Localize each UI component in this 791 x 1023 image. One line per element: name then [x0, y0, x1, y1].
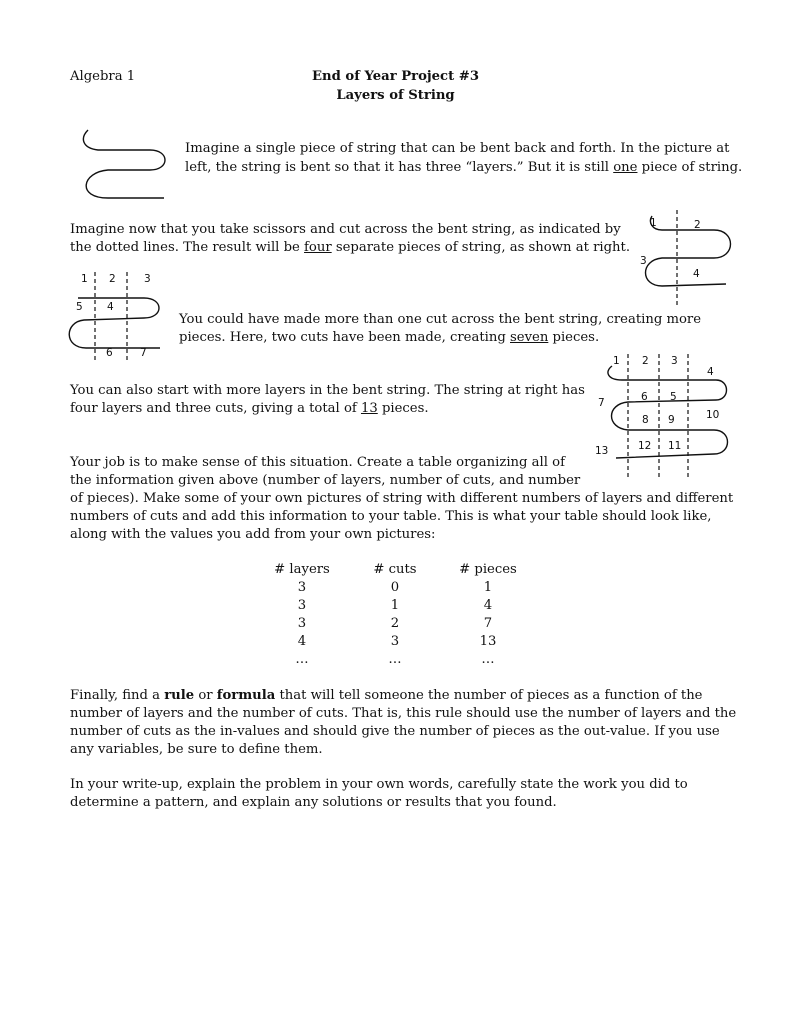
header-layers: # layers	[274, 562, 330, 577]
intro-line-1: Imagine a single piece of string that can be bent back and forth. In the picture at	[185, 141, 730, 156]
fig2-label-1: 1	[650, 217, 657, 229]
table-row	[262, 651, 528, 669]
para4-line-1: You can also start with more layers in the bent string. The string at right has	[70, 383, 585, 398]
fig3-label-5: 5	[76, 301, 83, 313]
fig4-label-10: 10	[706, 409, 720, 421]
para6-line-2: number of layers and the number of cuts. That is, this rule should use the number of layers and the	[70, 706, 737, 721]
fig4-label-9: 9	[668, 414, 675, 426]
course-name: Algebra 1	[70, 69, 136, 84]
para5-line-5: along with the values you add from your own pictures:	[70, 527, 436, 542]
fig4-label-11: 11	[668, 440, 682, 452]
fig2-label-4: 4	[693, 268, 700, 280]
para4-line-2: four layers and three cuts, giving a total of 13 pieces.	[70, 401, 429, 416]
fig4-label-8: 8	[642, 414, 649, 426]
para6-line-3: number of cuts as the in-values and should give the number of pieces as the out-value. If you use	[70, 724, 720, 739]
cell-cuts: 0	[390, 580, 400, 595]
cell-cuts: …	[388, 652, 402, 667]
layers-cuts-table	[262, 561, 528, 669]
fig4-label-3: 3	[671, 355, 678, 367]
para7-line-1: In your write-up, explain the problem in your own words, carefully state the work you did to	[70, 777, 688, 792]
cell-cuts: 1	[390, 598, 400, 613]
fig3-label-1: 1	[81, 273, 88, 285]
fig4-label-13: 13	[595, 445, 609, 457]
fig4-label-2: 2	[642, 355, 649, 367]
para7-line-2: determine a pattern, and explain any solutions or results that you found.	[70, 795, 557, 810]
fig3-label-7: 7	[140, 347, 147, 359]
cell-layers: 4	[297, 634, 307, 649]
para3-line-1: You could have made more than one cut across the bent string, creating more	[179, 312, 702, 327]
fig3-label-4: 4	[107, 301, 114, 313]
figure-one-cut	[632, 208, 742, 308]
cell-layers: 3	[297, 616, 307, 631]
cell-cuts: 3	[390, 634, 400, 649]
page-subtitle: Layers of String	[336, 88, 455, 103]
para5-line-3: of pieces). Make some of your own pictures of string with different numbers of layers and different	[70, 491, 734, 506]
para2-line-2: the dotted lines. The result will be four separate pieces of string, as shown at right.	[70, 240, 631, 255]
cell-layers: …	[295, 652, 309, 667]
fig3-label-6: 6	[106, 347, 113, 359]
table-row	[262, 615, 528, 633]
fig2-label-2: 2	[694, 219, 701, 231]
table-row	[262, 597, 528, 615]
cell-pieces: 4	[483, 598, 493, 613]
header-cuts: # cuts	[373, 562, 417, 577]
fig4-label-7: 7	[598, 397, 605, 409]
cell-layers: 3	[297, 598, 307, 613]
cell-pieces: …	[481, 652, 495, 667]
para5-line-4: numbers of cuts and add this information to your table. This is what your table should look like,	[70, 509, 712, 524]
para5-line-1: Your job is to make sense of this situation. Create a table organizing all of	[70, 455, 565, 470]
fig3-label-2: 2	[109, 273, 116, 285]
cell-cuts: 2	[390, 616, 400, 631]
fig3-label-3: 3	[144, 273, 151, 285]
cell-pieces: 13	[479, 634, 497, 649]
fig2-label-3: 3	[640, 255, 647, 267]
fig4-label-4: 4	[707, 366, 714, 378]
para3-line-2: pieces. Here, two cuts have been made, creating seven pieces.	[179, 330, 600, 345]
table-row	[262, 579, 528, 597]
fig4-label-5: 5	[670, 391, 677, 403]
page-title: End of Year Project #3	[311, 69, 479, 84]
fig4-label-6: 6	[641, 391, 648, 403]
cell-pieces: 1	[483, 580, 493, 595]
figure-two-cuts	[64, 268, 174, 363]
header-pieces: # pieces	[459, 562, 517, 577]
para6-line-1: Finally, find a rule or formula that will tell someone the number of pieces as a function of the	[70, 688, 703, 703]
intro-line-2: left, the string is bent so that it has three “layers.” But it is still one piece of string.	[185, 160, 743, 175]
figure-bent-string	[78, 128, 173, 206]
para6-line-4: any variables, be sure to define them.	[70, 742, 323, 757]
figure-three-cuts	[590, 350, 735, 480]
fig4-label-1: 1	[613, 355, 620, 367]
fig4-label-12: 12	[638, 440, 652, 452]
cell-pieces: 7	[483, 616, 493, 631]
cell-layers: 3	[297, 580, 307, 595]
para2-line-1: Imagine now that you take scissors and cut across the bent string, as indicated by	[70, 222, 621, 237]
para5-line-2: the information given above (number of layers, number of cuts, and number	[70, 473, 581, 488]
table-header-row	[262, 561, 528, 579]
table-row	[262, 633, 528, 651]
